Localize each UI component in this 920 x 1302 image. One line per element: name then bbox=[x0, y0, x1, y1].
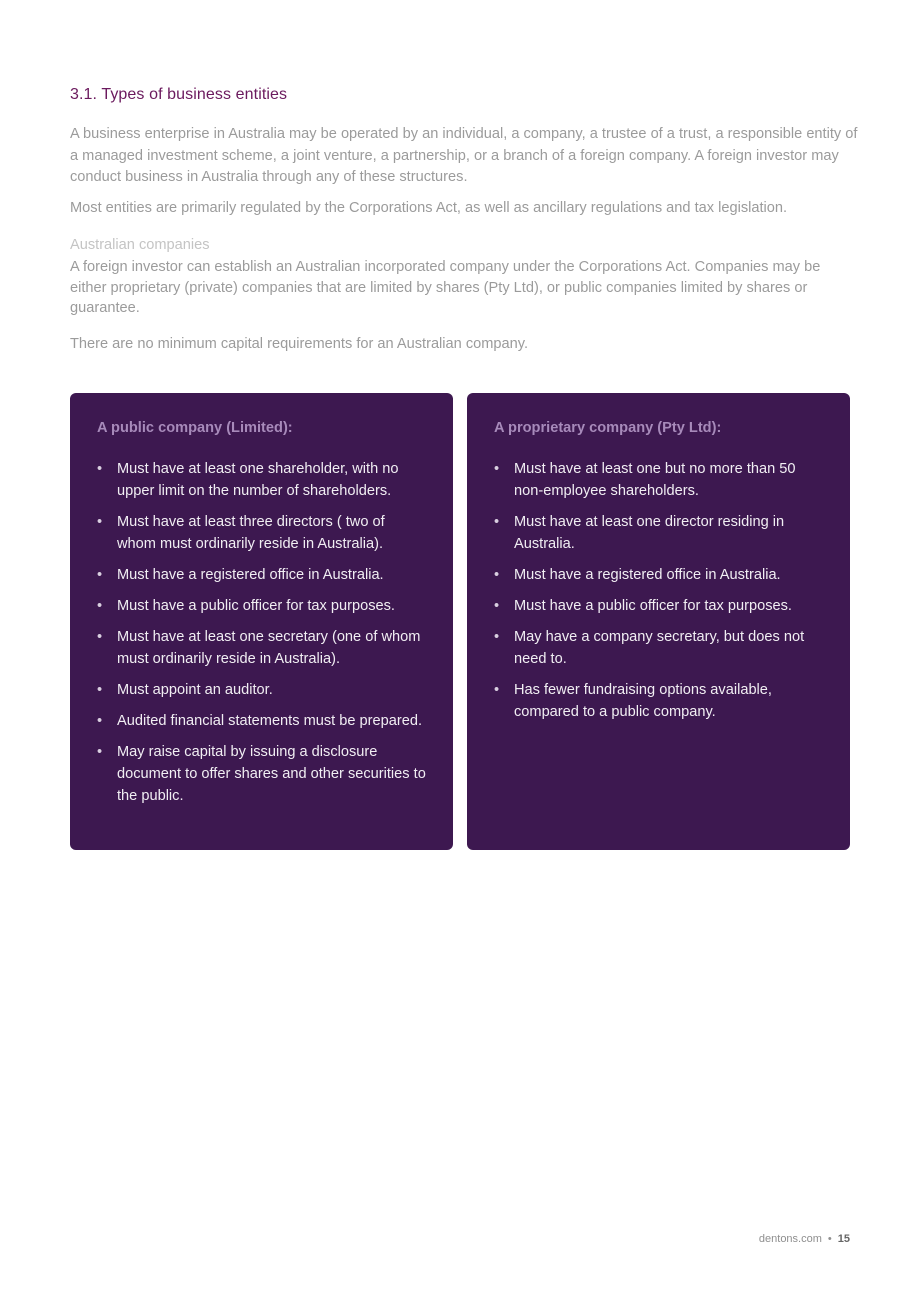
list-item-text: Must have a registered office in Australia. bbox=[514, 567, 781, 583]
list-item-text: Must appoint an auditor. bbox=[117, 682, 273, 698]
bullet-icon: • bbox=[97, 713, 103, 729]
list-item bbox=[97, 511, 427, 555]
list-item bbox=[97, 741, 427, 807]
list-item-text: Must have at least three directors ( two of whom must ordinarily reside in Australia). bbox=[117, 514, 385, 552]
bullet-icon: • bbox=[97, 629, 103, 645]
companies-paragraph: A foreign investor can establish an Australian incorporated company under the Corporations Act. Companies may be either proprietary (private) companies that are limited by shares (Pty Ltd), or public companies limited by shares or guarantee. bbox=[70, 259, 821, 316]
list-item-text: Must have at least one director residing in Australia. bbox=[514, 514, 785, 552]
list-item bbox=[97, 710, 427, 732]
capital-paragraph: There are no minimum capital requirements for an Australian company. bbox=[70, 336, 529, 352]
section-title: 3.1. Types of business entities bbox=[70, 86, 288, 103]
list-item bbox=[494, 511, 824, 555]
list-item-text: Must have at least one but no more than 50 non-employee shareholders. bbox=[514, 461, 796, 499]
bullet-icon: • bbox=[494, 682, 500, 698]
public-company-list bbox=[97, 458, 427, 807]
intro-paragraph: A business enterprise in Australia may be operated by an individual, a company, a trustee of a trust, a responsible entity of a managed investment scheme, a joint venture, a partnership, or a branch of a foreign company. A foreign investor may conduct business in Australia through any of these structures. bbox=[70, 126, 858, 185]
page-footer bbox=[759, 1233, 850, 1245]
proprietary-company-box bbox=[467, 393, 850, 850]
subheading-australian-companies: Australian companies bbox=[70, 237, 210, 253]
bullet-icon: • bbox=[97, 744, 103, 760]
bullet-icon: • bbox=[97, 598, 103, 614]
bullet-icon: • bbox=[97, 514, 103, 530]
bullet-icon: • bbox=[494, 567, 500, 583]
list-item-text: Must have a registered office in Australia. bbox=[117, 567, 384, 583]
footer-separator: • bbox=[827, 1233, 832, 1245]
list-item bbox=[97, 679, 427, 701]
list-item-text: Audited financial statements must be prepared. bbox=[117, 713, 423, 729]
proprietary-company-title: A proprietary company (Pty Ltd): bbox=[494, 420, 722, 436]
list-item-text: Must have at least one shareholder, with no upper limit on the number of shareholders. bbox=[117, 461, 399, 499]
list-item bbox=[494, 595, 824, 617]
public-company-title: A public company (Limited): bbox=[97, 420, 293, 436]
page-number: 15 bbox=[837, 1233, 850, 1245]
list-item bbox=[97, 626, 427, 670]
bullet-icon: • bbox=[97, 682, 103, 698]
list-item-text: Has fewer fundraising options available, compared to a public company. bbox=[514, 682, 772, 720]
list-item bbox=[494, 679, 824, 723]
bullet-icon: • bbox=[97, 567, 103, 583]
public-company-box bbox=[70, 393, 453, 850]
bullet-icon: • bbox=[494, 629, 500, 645]
list-item bbox=[97, 595, 427, 617]
footer-site-link[interactable]: dentons.com bbox=[758, 1233, 822, 1245]
bullet-icon: • bbox=[494, 461, 500, 477]
list-item-text: Must have a public officer for tax purposes. bbox=[117, 598, 395, 614]
bullet-icon: • bbox=[494, 598, 500, 614]
list-item bbox=[494, 564, 824, 586]
list-item bbox=[494, 458, 824, 502]
list-item bbox=[97, 564, 427, 586]
bullet-icon: • bbox=[97, 461, 103, 477]
proprietary-company-list bbox=[494, 458, 824, 723]
regulation-paragraph: Most entities are primarily regulated by the Corporations Act, as well as ancillary regulations and tax legislation. bbox=[70, 200, 788, 216]
list-item-text: May have a company secretary, but does not need to. bbox=[514, 629, 805, 667]
list-item-text: Must have at least one secretary (one of whom must ordinarily reside in Australia). bbox=[117, 629, 421, 667]
list-item-text: May raise capital by issuing a disclosure document to offer shares and other securities to the public. bbox=[117, 744, 426, 804]
list-item bbox=[494, 626, 824, 670]
list-item bbox=[97, 458, 427, 502]
list-item-text: Must have a public officer for tax purposes. bbox=[514, 598, 792, 614]
bullet-icon: • bbox=[494, 514, 500, 530]
